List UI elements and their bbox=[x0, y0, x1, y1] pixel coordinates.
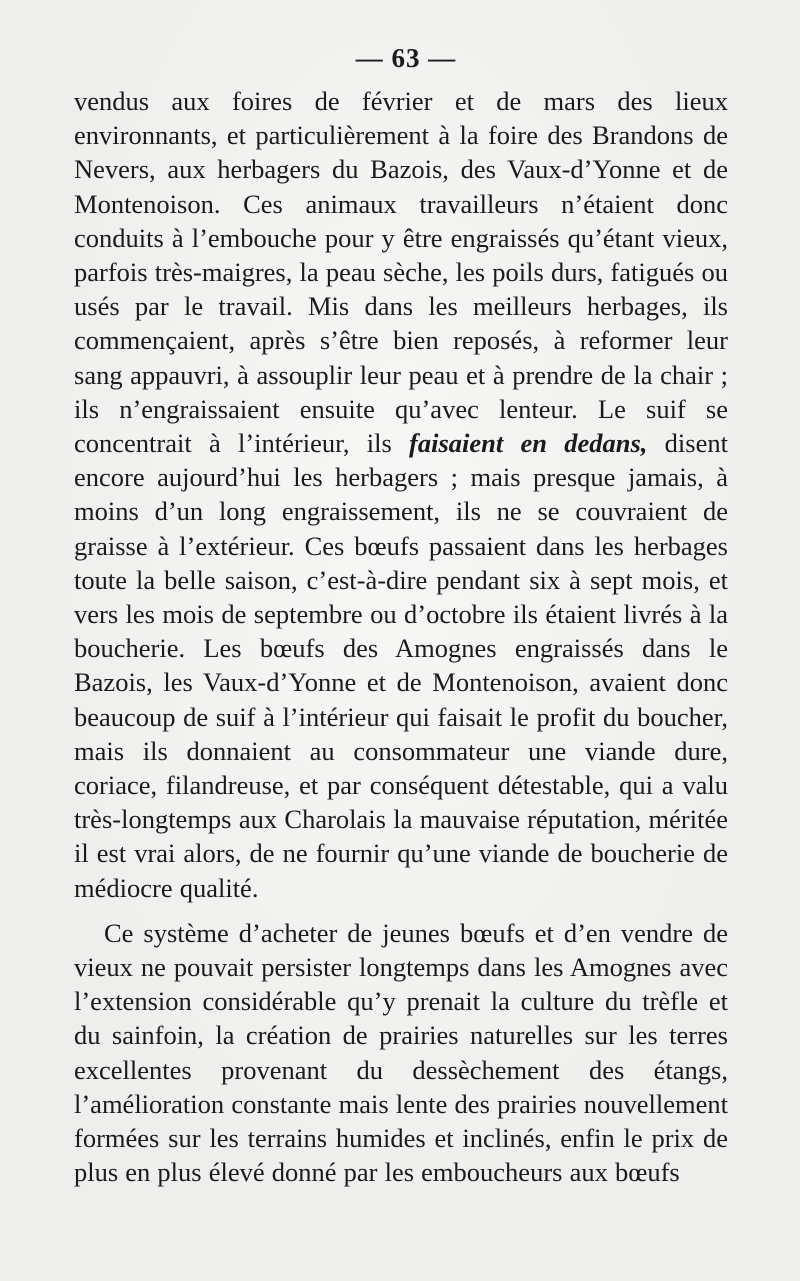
page-number: — 63 — bbox=[355, 43, 457, 73]
paragraph-2-text: Ce système d’acheter de jeunes bœufs et d’en vendre de vieux ne pouvait persister longtemps dans les Amognes avec l’extension considérable qu’y prenait la culture du trèfle et du sainfoin, la création de prairies naturelles sur les terres excellentes provenant du dessèchement des étangs, l’amélioration constante mais lente des prairies nouvellement formées sur les terrains humides et inclinés, enfin le prix de plus en plus élevé donné par les emboucheurs aux bœufs bbox=[74, 917, 728, 1188]
paragraph-1-italic-phrase: faisaient en dedans, bbox=[409, 428, 648, 459]
paragraph-1-text-a: vendus aux foires de février et de mars des lieux environnants, et particulièrement à la foire des Brandons de Nevers, aux herbagers du Bazois, des Vaux-d’Yonne et de Montenoison. Ces animaux travailleurs n’étaient donc conduits à l’embouche pour y être engraissés qu’étant vieux, parfois très-maigres, la peau sèche, les poils durs, fatigués ou usés par le travail. Mis dans les meilleurs herbages, ils commençaient, après s’être bien reposés, à reformer leur sang appauvri, à assouplir leur peau et à prendre de la chair ; ils n’engraissaient ensuite qu’avec lenteur. Le suif se concentrait à l’intérieur, ils bbox=[74, 86, 728, 459]
paragraph-2 bbox=[74, 916, 728, 1190]
body-text bbox=[74, 84, 728, 1190]
paragraph-1-text-b: disent encore aujourd’hui les herbagers ; mais presque jamais, à moins d’un long engraissement, ils ne se couvraient de graisse à l’extérieur. Ces bœufs passaient dans les herbages toute la belle saison, c’est-à-dire pendant six à sept mois, et vers les mois de septembre ou d’octobre ils étaient livrés à la boucherie. Les bœufs des Amognes engraissés dans le Bazois, les Vaux-d’Yonne et de Montenoison, avaient donc beaucoup de suif à l’intérieur qui faisait le profit du boucher, mais ils donnaient au consommateur une viande dure, coriace, filandreuse, et par conséquent détestable, qui a valu très-longtemps aux Charolais la mauvaise réputation, méritée il est vrai alors, de ne fournir qu’une viande de boucherie de médiocre qualité. bbox=[74, 428, 728, 903]
paragraph-1 bbox=[74, 84, 728, 905]
